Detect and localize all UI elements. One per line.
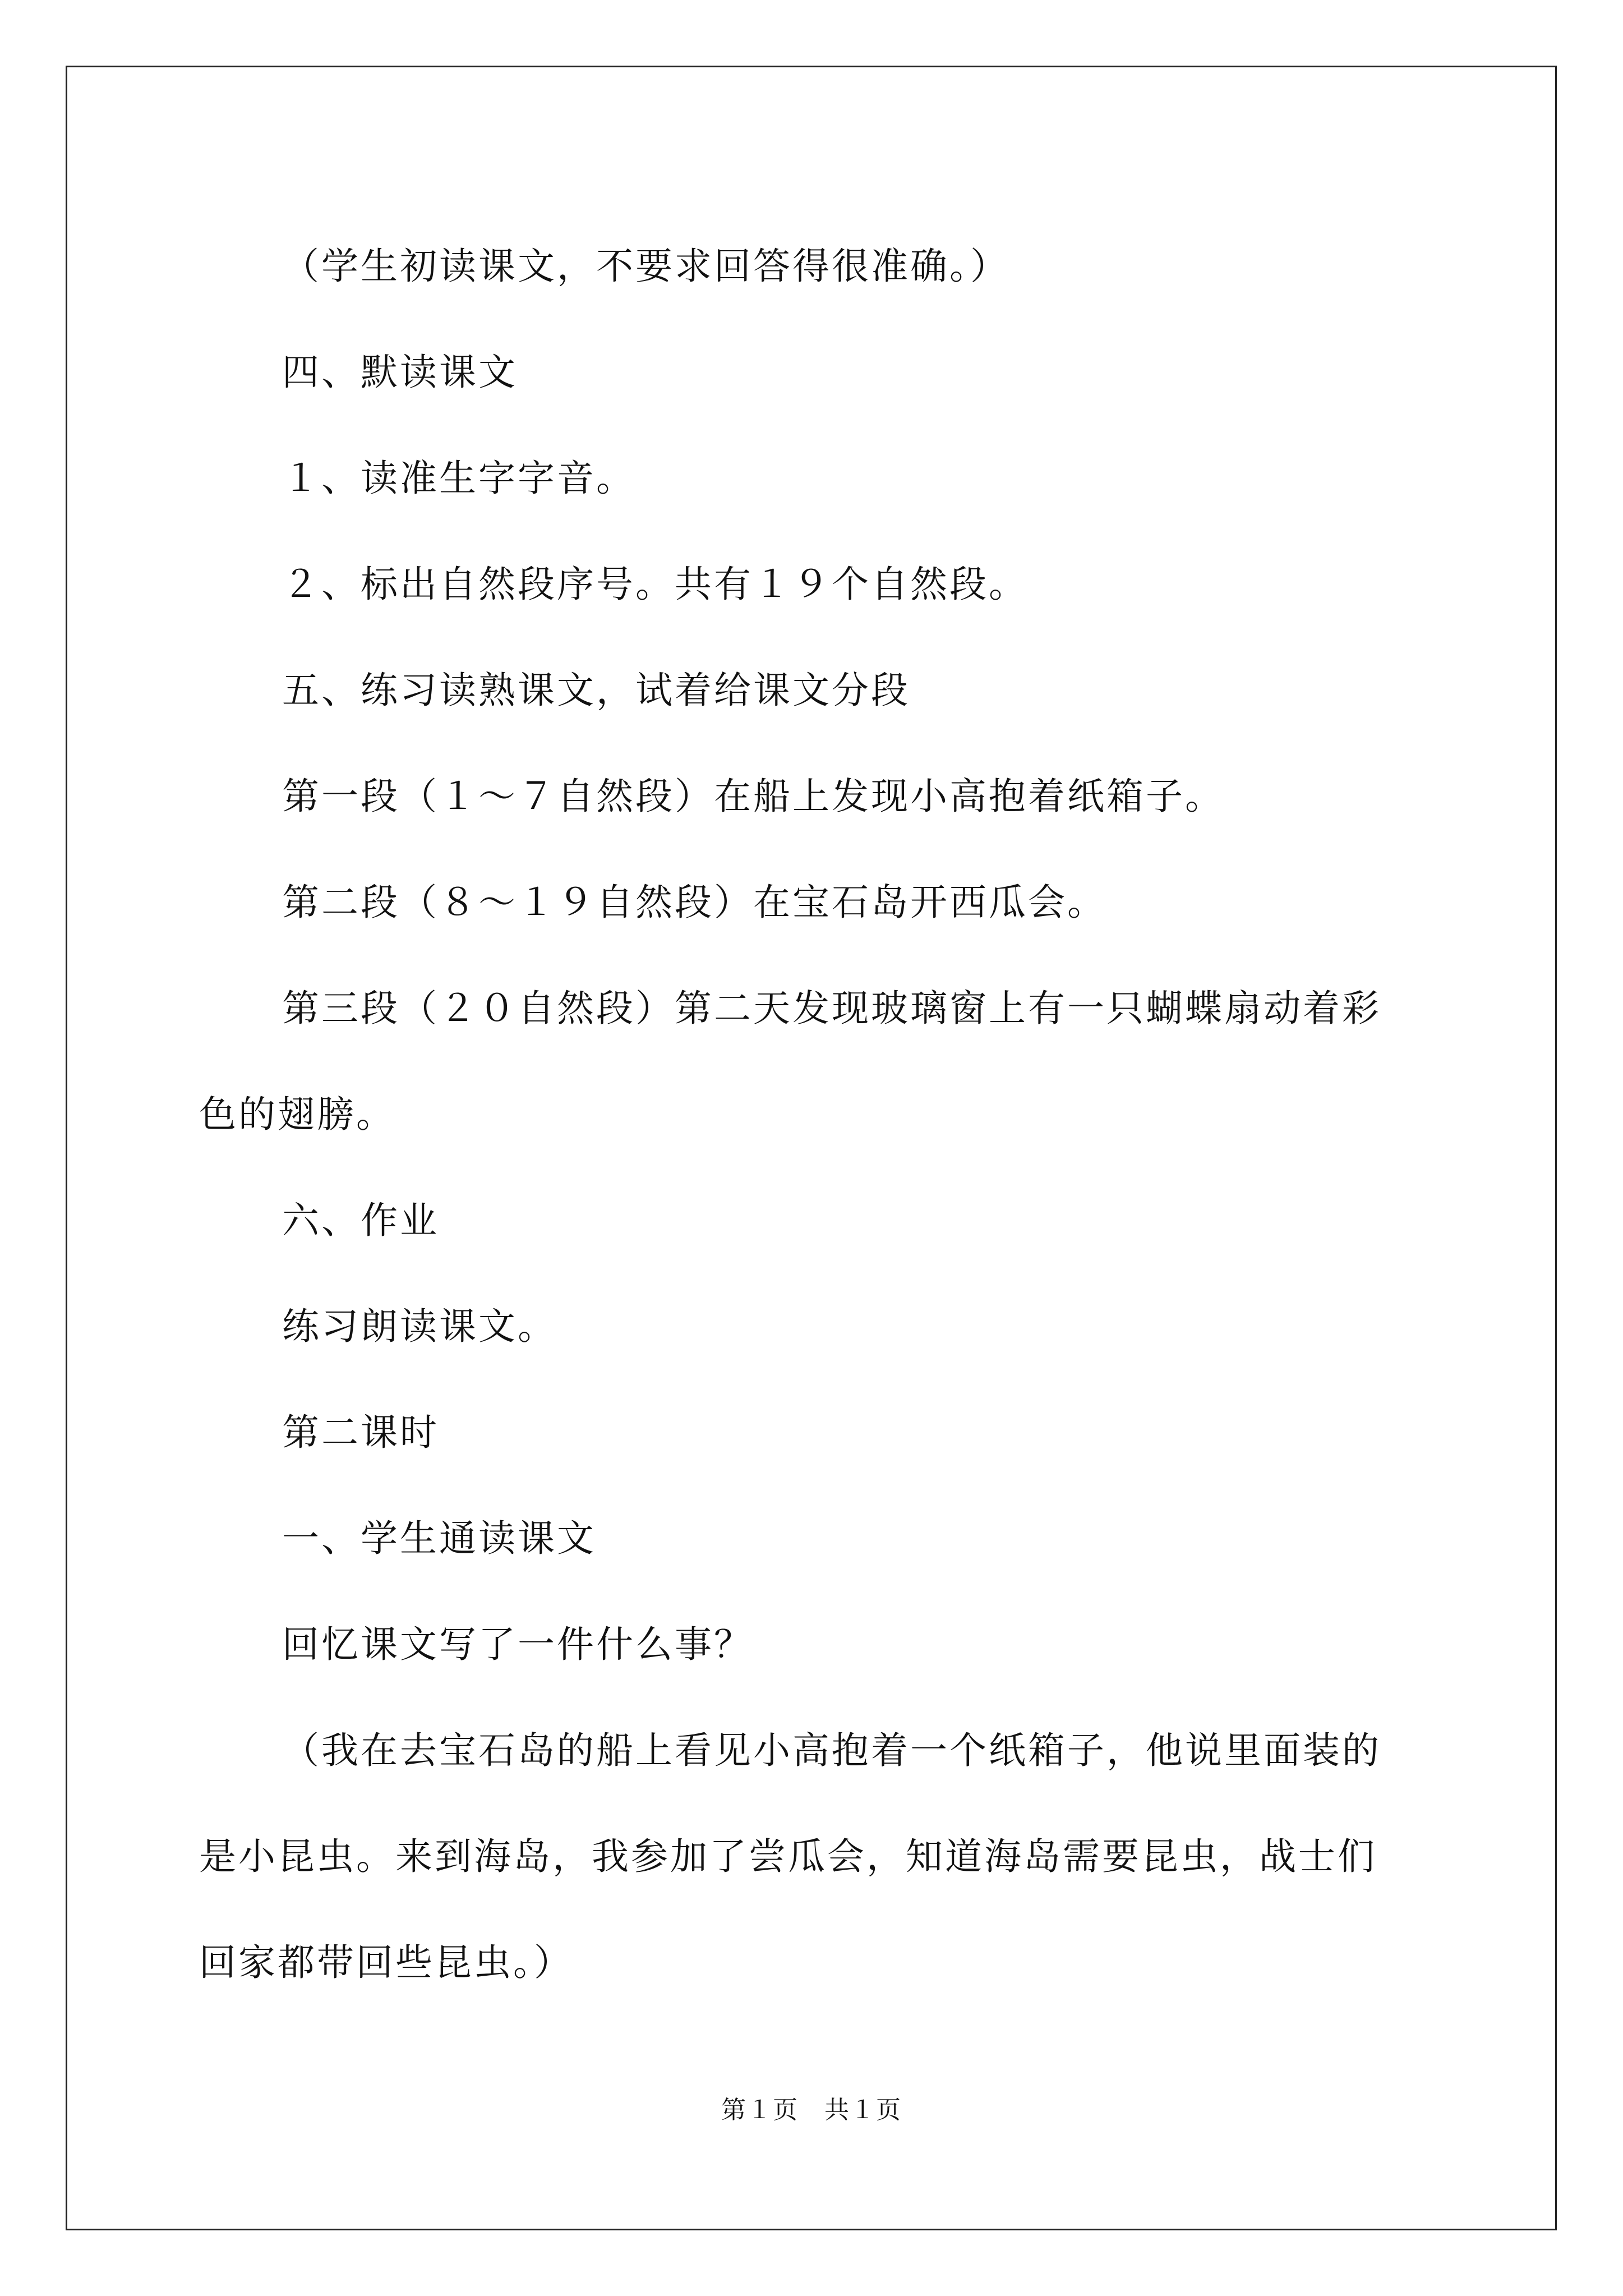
paragraph-line: １、读准生字字音。 — [282, 457, 635, 500]
section-heading: 第二课时 — [282, 1411, 439, 1454]
page-footer: 第１页 共１页 — [721, 2096, 902, 2124]
section-heading: 六、作业 — [282, 1199, 439, 1242]
paragraph-line: 是小昆虫。来到海岛，我参加了尝瓜会，知道海岛需要昆虫，战士们 — [199, 1835, 1377, 1878]
paragraph-line: 第一段（１～７自然段）在船上发现小高抱着纸箱子。 — [282, 775, 1224, 818]
section-heading: 四、默读课文 — [282, 351, 518, 394]
section-heading: 一、学生通读课文 — [282, 1517, 596, 1560]
paragraph-line: ２、标出自然段序号。共有１９个自然段。 — [282, 563, 1028, 606]
paragraph-line: 第二段（８～１９自然段）在宝石岛开西瓜会。 — [282, 881, 1106, 924]
paragraph-line: 回忆课文写了一件什么事？ — [282, 1623, 753, 1666]
section-heading: 五、练习读熟课文，试着给课文分段 — [282, 669, 910, 712]
paragraph-line: （我在去宝石岛的船上看见小高抱着一个纸箱子，他说里面装的 — [282, 1729, 1381, 1772]
paragraph-line: 第三段（２０自然段）第二天发现玻璃窗上有一只蝴蝶扇动着彩 — [282, 987, 1381, 1030]
document-body — [199, 213, 1433, 2016]
paragraph-line: 色的翅膀。 — [199, 1093, 395, 1136]
paragraph-line: 练习朗读课文。 — [282, 1305, 557, 1348]
paragraph-line: （学生初读课文，不要求回答得很准确。） — [282, 245, 1009, 288]
paragraph-line: 回家都带回些昆虫。） — [199, 1941, 573, 1984]
